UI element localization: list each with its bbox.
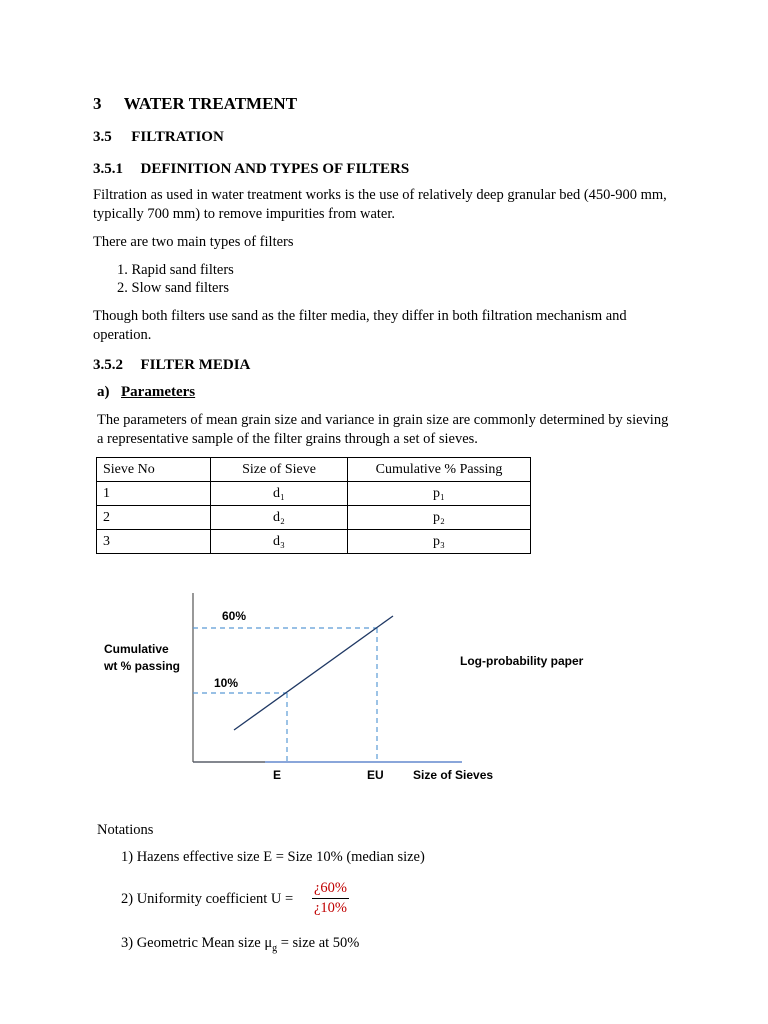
graph-xlabel: Size of Sieves [413,768,494,782]
filter-type-item: 2. Slow sand filters [117,280,229,296]
section-number: 3.5 [93,129,112,145]
section-title: FILTRATION [131,129,224,145]
types-intro-paragraph: There are two main types of filters [93,234,294,250]
table-cell: d₃ [211,530,348,554]
chapter-number: 3 [93,94,102,113]
parameters-paragraph: The parameters of mean grain size and variance in grain size are commonly determined by sieving a representative sample of the filter grains through a set of sieves. [97,412,669,447]
graph-label-10: 10% [214,676,239,690]
fraction-numerator: ¿60% [312,879,349,899]
table-header-cell: Sieve No [97,458,211,482]
geometric-mean-subscript: g [272,942,278,954]
filter-type-item: 1. Rapid sand filters [117,262,234,278]
subsection-number: 3.5.2 [93,357,123,373]
gradation-line [234,616,393,730]
table-header-cell: Size of Sieve [211,458,348,482]
notation-effective-size: 1) Hazens effective size E = Size 10% (median size) [121,849,425,865]
graph-ylabel-line2: wt % passing [104,659,181,673]
table-cell: p₂ [348,506,531,530]
notation-uniformity-coefficient: 2) Uniformity coefficient U = [121,891,294,907]
table-cell: p₃ [348,530,531,554]
graph-label-60: 60% [222,609,247,623]
subsection-title: DEFINITION AND TYPES OF FILTERS [140,161,410,177]
fraction-denominator: ¿10% [314,900,348,916]
chapter-title: WATER TREATMENT [123,94,298,113]
table-cell: 1 [97,482,211,506]
table-cell: d₂ [211,506,348,530]
graph-label-e: E [273,768,282,782]
parameters-marker: a) [97,384,110,400]
subsection-number: 3.5.1 [93,161,123,177]
graph-label-eu: EU [367,768,384,782]
table-cell: p₁ [348,482,531,506]
subsection-title: FILTER MEDIA [140,357,251,373]
parameters-title: Parameters [121,384,196,400]
geometric-mean-suffix: = size at 50% [277,935,360,951]
table-cell: 2 [97,506,211,530]
notation-geometric-mean [121,934,359,958]
notations-title: Notations [97,822,154,838]
uniformity-fraction [312,879,349,918]
graph-paper-label: Log-probability paper [460,654,584,668]
graph-ylabel-line1: Cumulative [104,642,169,656]
definition-paragraph: Filtration as used in water treatment works is the use of relatively deep granular bed (450-900 mm, typically 700 mm) to remove impurities from water. [93,187,667,222]
table-cell: d₁ [211,482,348,506]
difference-paragraph: Though both filters use sand as the filter media, they differ in both filtration mechanism and operation. [93,308,627,343]
table-header-cell: Cumulative % Passing [348,458,531,482]
table-cell: 3 [97,530,211,554]
geometric-mean-prefix: 3) Geometric Mean size μ [121,935,273,951]
